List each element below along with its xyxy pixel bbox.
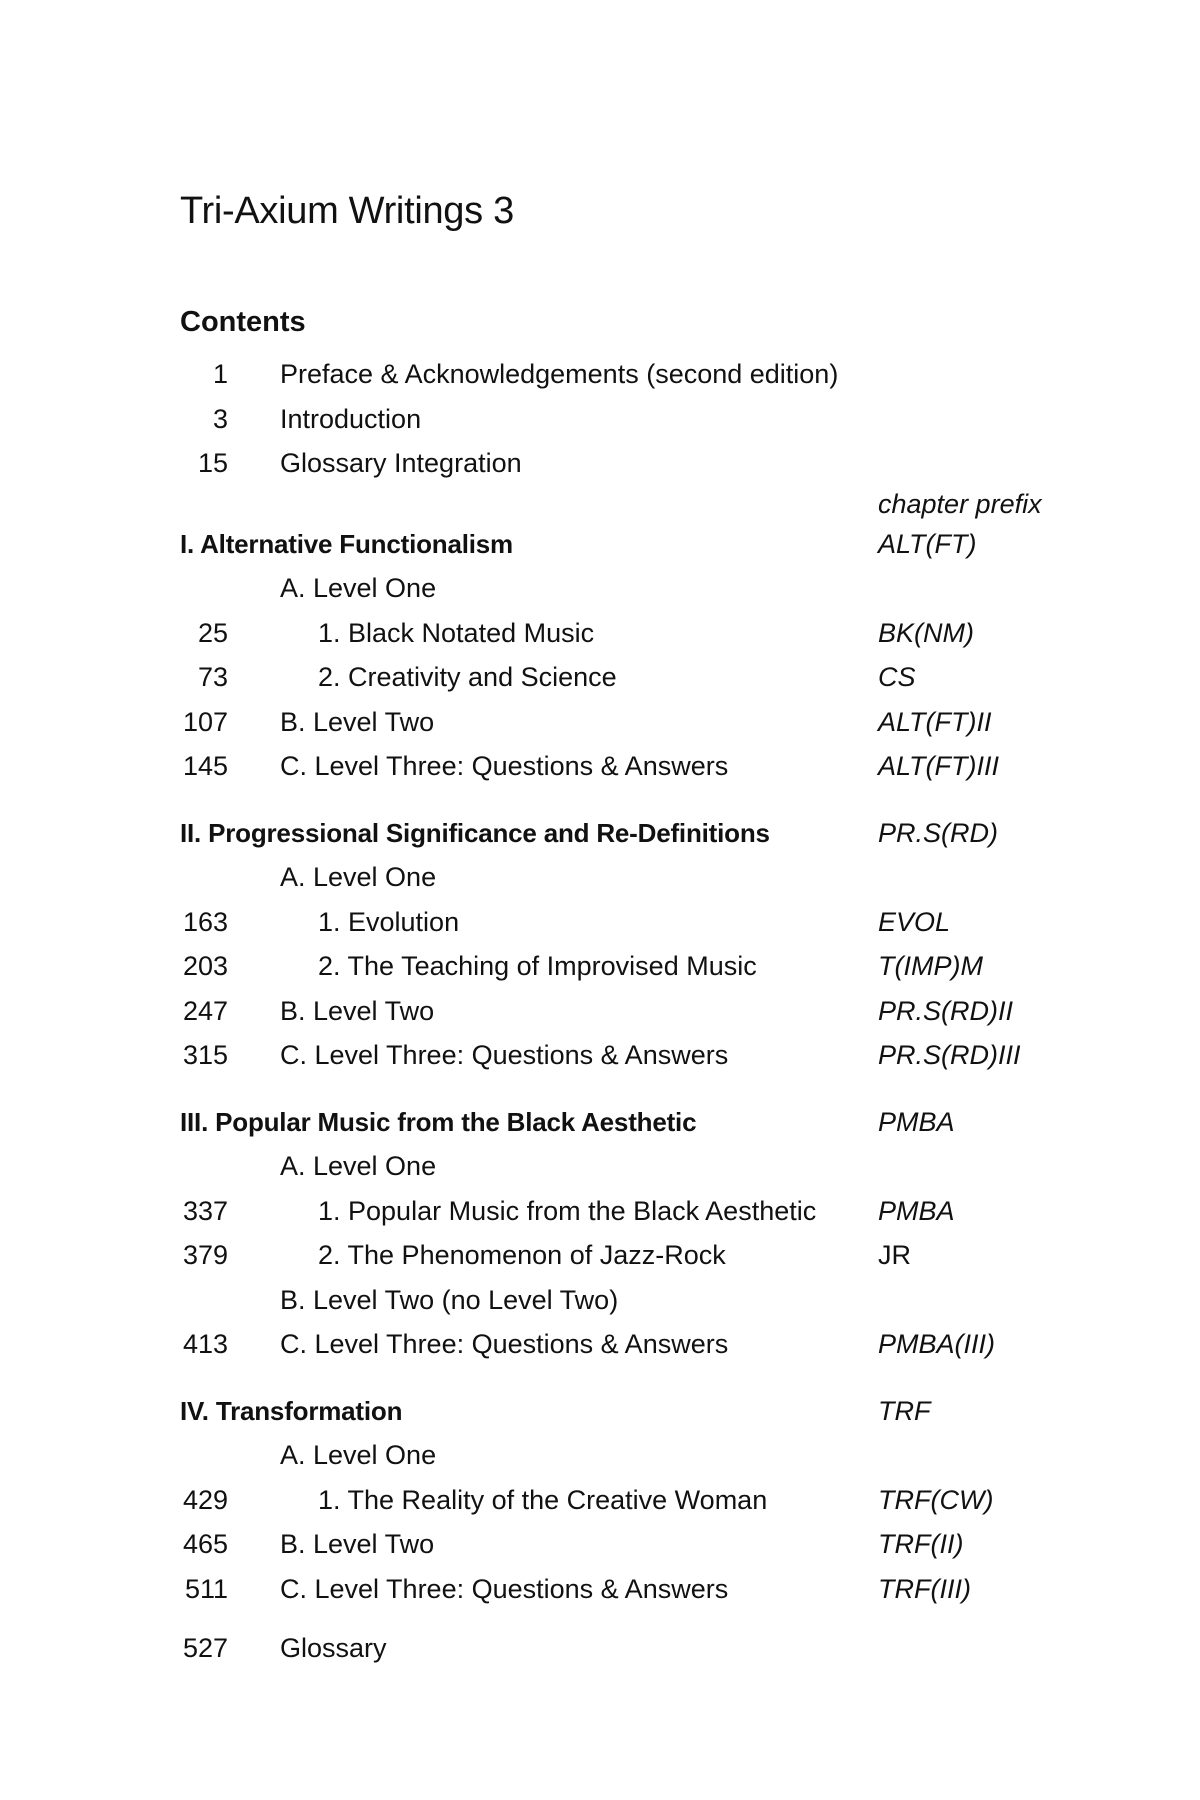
toc-row: [0, 1278, 1200, 1323]
entry-title: C. Level Three: Questions & Answers: [280, 1573, 729, 1604]
page-number: 511: [184, 1573, 228, 1604]
part-heading-row: [0, 1100, 1200, 1145]
page-number: 379: [182, 1240, 228, 1270]
toc-row: [0, 1626, 1200, 1671]
chapter-prefix: JR: [878, 1240, 911, 1270]
chapter-prefix: ALT(FT): [878, 528, 977, 559]
chapter-prefix: ALT(FT)II: [878, 706, 992, 737]
chapter-prefix: PMBA(III): [878, 1329, 996, 1359]
entry-title: A. Level One: [280, 1151, 437, 1181]
entry-title: A. Level One: [280, 573, 437, 603]
entry-title: 1. Popular Music from the Black Aesthetic: [318, 1195, 817, 1226]
entry-title: C. Level Three: Questions & Answers: [280, 1040, 729, 1070]
toc-row: [0, 900, 1200, 945]
chapter-prefix: TRF(II): [878, 1529, 964, 1559]
toc-row: [0, 611, 1200, 656]
chapter-prefix: ALT(FT)III: [878, 751, 999, 781]
entry-title: Introduction: [280, 403, 422, 434]
chapter-prefix: T(IMP)M: [878, 951, 983, 981]
toc-row: [0, 1189, 1200, 1234]
toc-row: [0, 744, 1200, 789]
entry-title: 1. Black Notated Music: [318, 617, 595, 648]
entry-title: B. Level Two: [280, 706, 435, 737]
toc-row: [0, 989, 1200, 1034]
part-title: IV. Transformation: [180, 1395, 403, 1426]
chapter-prefix: PR.S(RD)II: [878, 995, 1013, 1026]
entry-title: 1. Evolution: [318, 906, 460, 937]
toc-row: [0, 1033, 1200, 1078]
page-number: 3: [212, 403, 228, 434]
prefix-column-label-row: [0, 486, 1200, 522]
entry-title: 2. The Phenomenon of Jazz-Rock: [318, 1240, 726, 1270]
chapter-prefix: PR.S(RD): [878, 817, 998, 848]
page-number: 413: [182, 1329, 228, 1359]
entry-title: C. Level Three: Questions & Answers: [280, 751, 729, 781]
prefix-column-label: chapter prefix: [878, 488, 1042, 519]
part-title: III. Popular Music from the Black Aesthetic: [180, 1106, 697, 1137]
entry-title: A. Level One: [280, 862, 437, 892]
toc-row: [0, 700, 1200, 745]
part-title: I. Alternative Functionalism: [180, 528, 513, 559]
toc-row: [0, 1478, 1200, 1523]
toc-row: [0, 1522, 1200, 1567]
page-number: 247: [182, 995, 228, 1026]
toc-row: [0, 855, 1200, 900]
entry-title: 2. Creativity and Science: [318, 662, 617, 692]
entry-title: B. Level Two (no Level Two): [280, 1284, 619, 1315]
part-heading-row: [0, 811, 1200, 856]
part-heading-row: [0, 1389, 1200, 1434]
entry-title: Glossary Integration: [280, 448, 522, 478]
toc-row: [0, 441, 1200, 486]
page-number: 73: [197, 662, 228, 692]
toc-row: [0, 397, 1200, 442]
chapter-prefix: BK(NM): [878, 617, 974, 648]
page-number: 465: [182, 1529, 228, 1559]
chapter-prefix: TRF(CW): [878, 1484, 994, 1515]
entry-title: Preface & Acknowledgements (second edition): [280, 359, 839, 389]
entry-title: B. Level Two: [280, 995, 435, 1026]
page-number: 315: [182, 1040, 228, 1070]
toc-row: [0, 1233, 1200, 1278]
toc-row: [0, 1322, 1200, 1367]
chapter-prefix: EVOL: [878, 906, 951, 937]
toc-row: [0, 1567, 1200, 1612]
contents-heading: Contents: [180, 306, 306, 338]
entry-title: 2. The Teaching of Improvised Music: [318, 951, 757, 981]
book-title: Tri-Axium Writings 3: [180, 190, 514, 232]
toc-row: [0, 1433, 1200, 1478]
toc-row: [0, 655, 1200, 700]
page-number: 1: [212, 359, 228, 389]
page-number: 203: [182, 951, 228, 981]
part-heading-row: [0, 522, 1200, 567]
chapter-prefix: PR.S(RD)III: [878, 1040, 1021, 1070]
chapter-prefix: CS: [878, 662, 916, 692]
page-number: 429: [182, 1484, 228, 1515]
entry-title: Glossary: [280, 1633, 387, 1663]
page-number: 163: [182, 906, 228, 937]
chapter-prefix: TRF(III): [878, 1573, 971, 1604]
chapter-prefix: PMBA: [878, 1195, 955, 1226]
chapter-prefix: PMBA: [878, 1106, 955, 1137]
page-number: 527: [182, 1633, 228, 1663]
page-number: 145: [182, 751, 228, 781]
page-number: 15: [197, 448, 228, 478]
page-number: 25: [197, 617, 228, 648]
table-of-contents: [0, 352, 1200, 1671]
entry-title: 1. The Reality of the Creative Woman: [318, 1484, 768, 1515]
entry-title: A. Level One: [280, 1440, 437, 1470]
chapter-prefix: TRF: [878, 1395, 931, 1426]
page-number: 107: [182, 706, 228, 737]
entry-title: C. Level Three: Questions & Answers: [280, 1329, 729, 1359]
toc-row: [0, 352, 1200, 397]
part-title: II. Progressional Significance and Re-Definitions: [180, 817, 770, 848]
page-number: 337: [182, 1195, 228, 1226]
toc-row: [0, 1144, 1200, 1189]
toc-row: [0, 566, 1200, 611]
toc-row: [0, 944, 1200, 989]
entry-title: B. Level Two: [280, 1529, 435, 1559]
